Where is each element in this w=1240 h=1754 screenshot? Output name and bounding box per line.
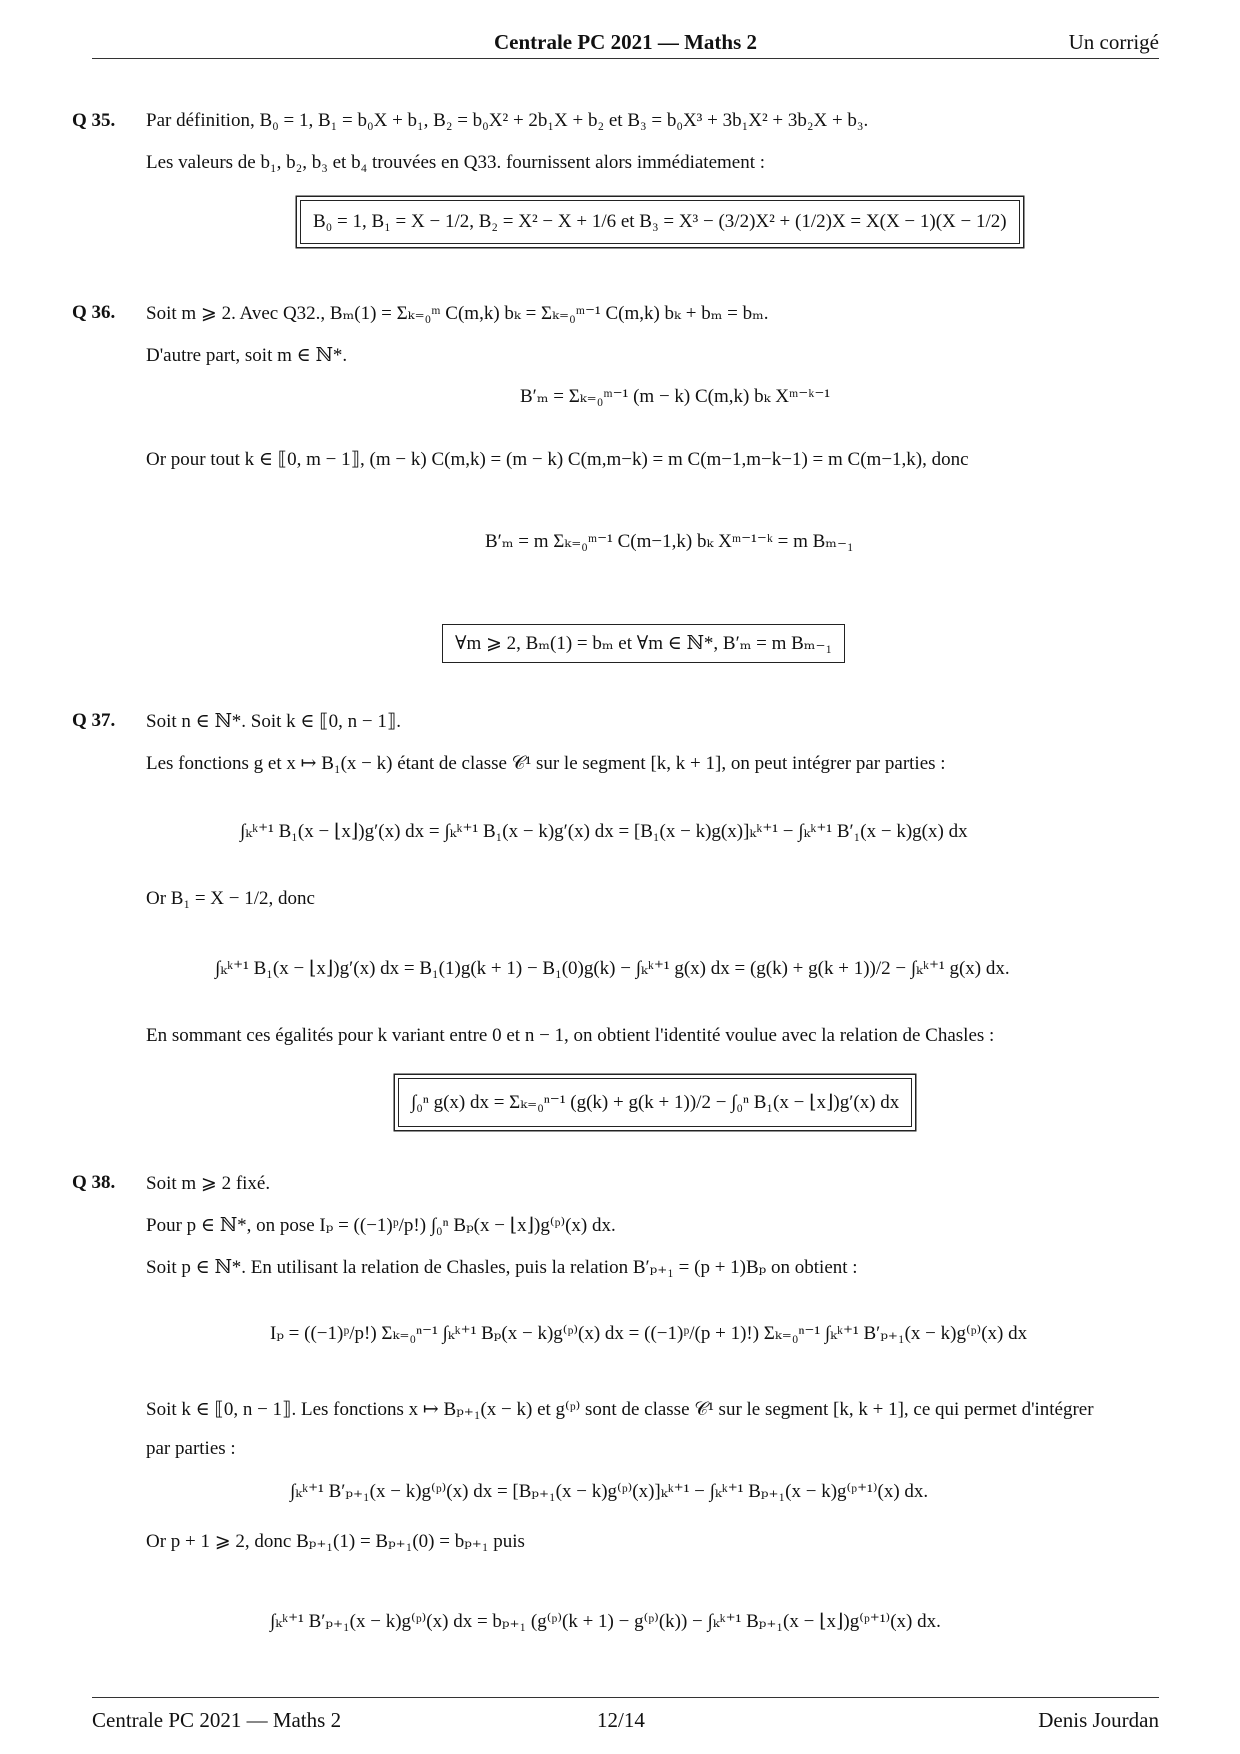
footer-page-number: 12/14 [597,1708,645,1732]
q36-line2: D'autre part, soit m ∈ ℕ*. [146,345,348,366]
q36-eq2: B′ₘ = m Σₖ₌₀ᵐ⁻¹ C(m−1,k) bₖ Xᵐ⁻¹⁻ᵏ = m Bₘ₋₁ [485,531,854,552]
q36-result: ∀m ⩾ 2, Bₘ(1) = bₘ et ∀m ∈ ℕ*, B′ₘ = m Bₘ₋₁ [455,633,833,654]
q38-line4: Soit k ∈ ⟦0, n − 1⟧. Les fonctions x ↦ Bₚ₊₁(x − k) et g⁽ᵖ⁾ sont de classe 𝒞¹ sur le segment [k, k + 1], ce qui permet d'intégrer [146,1399,1094,1420]
header-right: Un corrigé [1068,30,1159,54]
q37-line4: En sommant ces égalités pour k variant entre 0 et n − 1, on obtient l'identité voulue avec la relation de Chasles : [146,1025,995,1046]
q38-eq1: Iₚ = ((−1)ᵖ/p!) Σₖ₌₀ⁿ⁻¹ ∫ₖᵏ⁺¹ Bₚ(x − k)g⁽ᵖ⁾(x) dx = ((−1)ᵖ/(p + 1)!) Σₖ₌₀ⁿ⁻¹ ∫ₖᵏ⁺¹ B′ₚ₊₁(x − k)g⁽ᵖ⁾(x) dx [270,1323,1028,1344]
q38-line2: Pour p ∈ ℕ*, on pose Iₚ = ((−1)ᵖ/p!) ∫₀ⁿ Bₚ(x − ⌊x⌋)g⁽ᵖ⁾(x) dx. [146,1215,616,1236]
q38-line5: par parties : [146,1438,236,1459]
q36-eq1: B′ₘ = Σₖ₌₀ᵐ⁻¹ (m − k) C(m,k) bₖ Xᵐ⁻ᵏ⁻¹ [520,386,831,407]
header-title: Centrale PC 2021 — Maths 2 [493,30,758,54]
q35-line1: Par définition, B₀ = 1, B₁ = b₀X + b₁, B₂ = b₀X² + 2b₁X + b₂ et B₃ = b₀X³ + 3b₁X² + 3b₂X + b₃. [146,110,869,131]
q37-line1: Soit n ∈ ℕ*. Soit k ∈ ⟦0, n − 1⟧. [146,711,402,732]
q36-label: Q 36. [72,302,116,323]
q35-line2: Les valeurs de b₁, b₂, b₃ et b₄ trouvées en Q33. fournissent alors immédiatement : [146,152,766,173]
footer-left: Centrale PC 2021 — Maths 2 [92,1708,342,1732]
q35-result: B₀ = 1, B₁ = X − 1/2, B₂ = X² − X + 1/6 et B₃ = X³ − (3/2)X² + (1/2)X = X(X − 1)(X − 1/2) [313,211,1007,232]
q38-label: Q 38. [72,1172,116,1193]
q36-line3: Or pour tout k ∈ ⟦0, m − 1⟧, (m − k) C(m,k) = (m − k) C(m,m−k) = m C(m−1,m−k−1) = m C(m−1,k), donc [146,449,969,470]
q37-line3: Or B₁ = X − 1/2, donc [146,888,315,909]
page-footer [92,1697,1159,1732]
q38-line1: Soit m ⩾ 2 fixé. [146,1173,271,1194]
q35-label: Q 35. [72,110,116,131]
footer-author: Denis Jourdan [1038,1708,1159,1732]
q37-label: Q 37. [72,710,116,731]
q37-eq2: ∫ₖᵏ⁺¹ B₁(x − ⌊x⌋)g′(x) dx = B₁(1)g(k + 1) − B₁(0)g(k) − ∫ₖᵏ⁺¹ g(x) dx = (g(k) + g(k + 1))/2 − ∫ₖᵏ⁺¹ g(x) dx. [215,958,1010,979]
q37-result: ∫₀ⁿ g(x) dx = Σₖ₌₀ⁿ⁻¹ (g(k) + g(k + 1))/2 − ∫₀ⁿ B₁(x − ⌊x⌋)g′(x) dx [411,1092,900,1113]
q37-result-box [398,1078,912,1127]
q38-line6: Or p + 1 ⩾ 2, donc Bₚ₊₁(1) = Bₚ₊₁(0) = bₚ₊₁ puis [146,1531,525,1552]
q35-result-box [300,200,1020,244]
page-header [92,28,1159,59]
q37-eq1: ∫ₖᵏ⁺¹ B₁(x − ⌊x⌋)g′(x) dx = ∫ₖᵏ⁺¹ B₁(x − k)g′(x) dx = [B₁(x − k)g(x)]ₖᵏ⁺¹ − ∫ₖᵏ⁺¹ B′₁(x − k)g(x) dx [240,821,968,842]
q37-line2: Les fonctions g et x ↦ B₁(x − k) étant de classe 𝒞¹ sur le segment [k, k + 1], on peut intégrer par parties : [146,753,946,774]
q38-line3: Soit p ∈ ℕ*. En utilisant la relation de Chasles, puis la relation B′ₚ₊₁ = (p + 1)Bₚ on obtient : [146,1257,858,1278]
q38-eq3: ∫ₖᵏ⁺¹ B′ₚ₊₁(x − k)g⁽ᵖ⁾(x) dx = bₚ₊₁ (g⁽ᵖ⁾(k + 1) − g⁽ᵖ⁾(k)) − ∫ₖᵏ⁺¹ Bₚ₊₁(x − ⌊x⌋)g⁽ᵖ⁺¹⁾(x) dx. [270,1611,941,1632]
q36-result-box [442,624,845,663]
q36-line1: Soit m ⩾ 2. Avec Q32., Bₘ(1) = Σₖ₌₀ᵐ C(m,k) bₖ = Σₖ₌₀ᵐ⁻¹ C(m,k) bₖ + bₘ = bₘ. [146,303,769,324]
q38-eq2: ∫ₖᵏ⁺¹ B′ₚ₊₁(x − k)g⁽ᵖ⁾(x) dx = [Bₚ₊₁(x − k)g⁽ᵖ⁾(x)]ₖᵏ⁺¹ − ∫ₖᵏ⁺¹ Bₚ₊₁(x − k)g⁽ᵖ⁺¹⁾(x) dx. [290,1481,929,1502]
